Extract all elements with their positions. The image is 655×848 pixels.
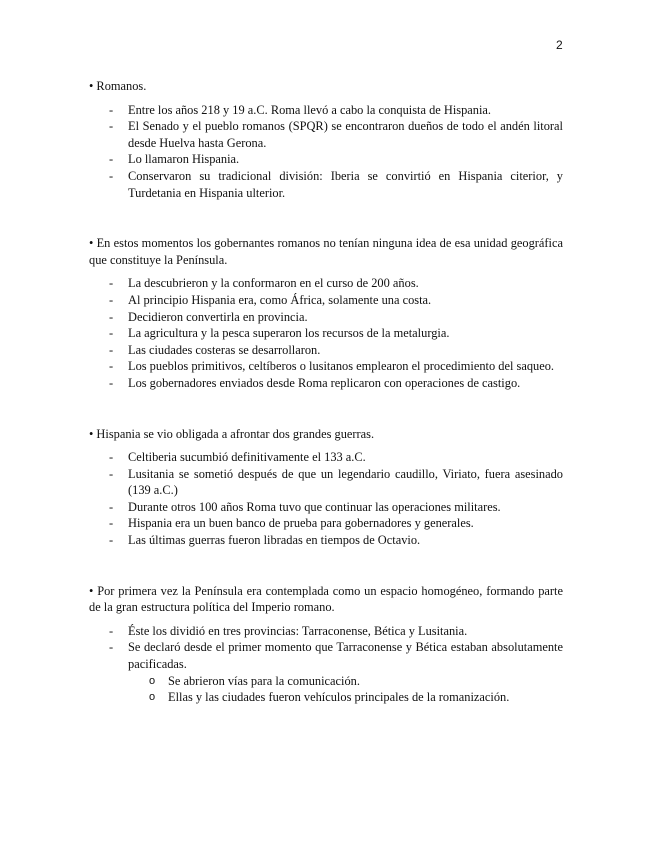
list-item: [89, 639, 563, 705]
list-item: [89, 118, 563, 151]
dash-marker: -: [109, 102, 114, 117]
list-item: [89, 292, 563, 309]
dash-marker: -: [109, 359, 114, 374]
dash-marker: -: [109, 516, 114, 531]
list-item-text: La descubrieron y la conformaron en el curso de 200 años.: [128, 276, 419, 291]
dash-marker: -: [109, 119, 114, 134]
section-romanos: [89, 78, 563, 201]
list-item: [89, 342, 563, 359]
list-item-text: Durante otros 100 años Roma tuvo que continuar las operaciones militares.: [128, 499, 501, 514]
list-item-text: Decidieron convertirla en provincia.: [128, 309, 308, 324]
sub-bullet-list: [128, 673, 563, 706]
dash-marker: -: [109, 623, 114, 638]
list-item: [89, 532, 563, 549]
dash-marker: -: [109, 152, 114, 167]
dash-marker: -: [109, 450, 114, 465]
list-item-text: Se declaró desde el primer momento que Tarraconense y Bética estaban absolutamente pacificadas.: [128, 640, 563, 672]
list-item-text: Entre los años 218 y 19 a.C. Roma llevó a cabo la conquista de Hispania.: [128, 102, 492, 117]
circle-marker: o: [149, 691, 156, 704]
list-item-text: Hispania era un buen banco de prueba para gobernadores y generales.: [128, 516, 474, 531]
sub-list-item-text: Se abrieron vías para la comunicación.: [168, 673, 360, 688]
section-heading: • Hispania se vio obligada a afrontar dos grandes guerras.: [89, 426, 375, 441]
list-item-text: Los gobernadores enviados desde Roma replicaron con operaciones de castigo.: [128, 375, 521, 390]
dash-marker: -: [109, 342, 114, 357]
list-item-text: Las ciudades costeras se desarrollaron.: [128, 342, 321, 357]
list-item: [89, 499, 563, 516]
section-heading: • Por primera vez la Península era contemplada como un espacio homogéneo, formando parte de la gran estructura política del Imperio romano.: [89, 583, 563, 615]
list-item: [89, 515, 563, 532]
section-heading: • Romanos.: [89, 79, 147, 93]
section-imperio: [89, 583, 563, 706]
list-item-text: El Senado y el pueblo romanos (SPQR) se encontraron dueños de todo el andén litoral desde Huelva hasta Gerona.: [128, 119, 563, 150]
dash-marker: -: [109, 309, 114, 324]
list-item-text: Las últimas guerras fueron libradas en tiempos de Octavio.: [128, 533, 421, 548]
bullet-list: [89, 623, 563, 706]
list-item: [89, 102, 563, 119]
list-item-text: Conservaron su tradicional división: Iberia se convirtió en Hispania citerior, y Turdetania en Hispania ulterior.: [128, 168, 563, 200]
dash-marker: -: [109, 292, 114, 307]
bullet-list: [89, 275, 563, 391]
sub-list-item: [89, 689, 563, 706]
list-item: [89, 358, 563, 375]
list-item: [89, 449, 563, 466]
sub-list-item-text: Ellas y las ciudades fueron vehículos principales de la romanización.: [168, 690, 510, 705]
dash-marker: -: [109, 466, 114, 481]
list-item: [89, 151, 563, 168]
list-item: [89, 375, 563, 392]
list-item-text: Al principio Hispania era, como África, solamente una costa.: [128, 292, 432, 307]
list-item-text: Lo llamaron Hispania.: [128, 152, 240, 167]
dash-marker: -: [109, 533, 114, 548]
list-item: [89, 168, 563, 201]
dash-marker: -: [109, 640, 114, 655]
section-guerras: [89, 426, 563, 549]
document-body: [89, 78, 563, 740]
section-heading: • En estos momentos los gobernantes romanos no tenían ninguna idea de esa unidad geográfica que constituye la Península.: [89, 236, 563, 267]
list-item-text: La agricultura y la pesca superaron los recursos de la metalurgia.: [128, 326, 450, 341]
list-item: [89, 309, 563, 326]
dash-marker: -: [109, 375, 114, 390]
list-item-text: Celtiberia sucumbió definitivamente el 133 a.C.: [128, 450, 366, 465]
list-item-text: Éste los dividió en tres provincias: Tarraconense, Bética y Lusitania.: [128, 623, 468, 638]
dash-marker: -: [109, 326, 114, 341]
dash-marker: -: [109, 168, 114, 183]
list-item: [89, 275, 563, 292]
list-item: [89, 325, 563, 342]
dash-marker: -: [109, 276, 114, 291]
list-item-text: Lusitania se sometió después de que un legendario caudillo, Viriato, fuera asesinado (139 a.C.): [128, 466, 563, 498]
section-gobernantes: [89, 235, 563, 391]
page-number: 2: [556, 38, 563, 52]
list-item-text: Los pueblos primitivos, celtíberos o lusitanos emplearon el procedimiento del saqueo.: [128, 359, 555, 374]
bullet-list: [89, 449, 563, 549]
circle-marker: o: [149, 674, 156, 687]
bullet-list: [89, 102, 563, 202]
dash-marker: -: [109, 499, 114, 514]
list-item: [89, 466, 563, 499]
sub-list-item: [89, 673, 563, 690]
list-item: [89, 623, 563, 640]
